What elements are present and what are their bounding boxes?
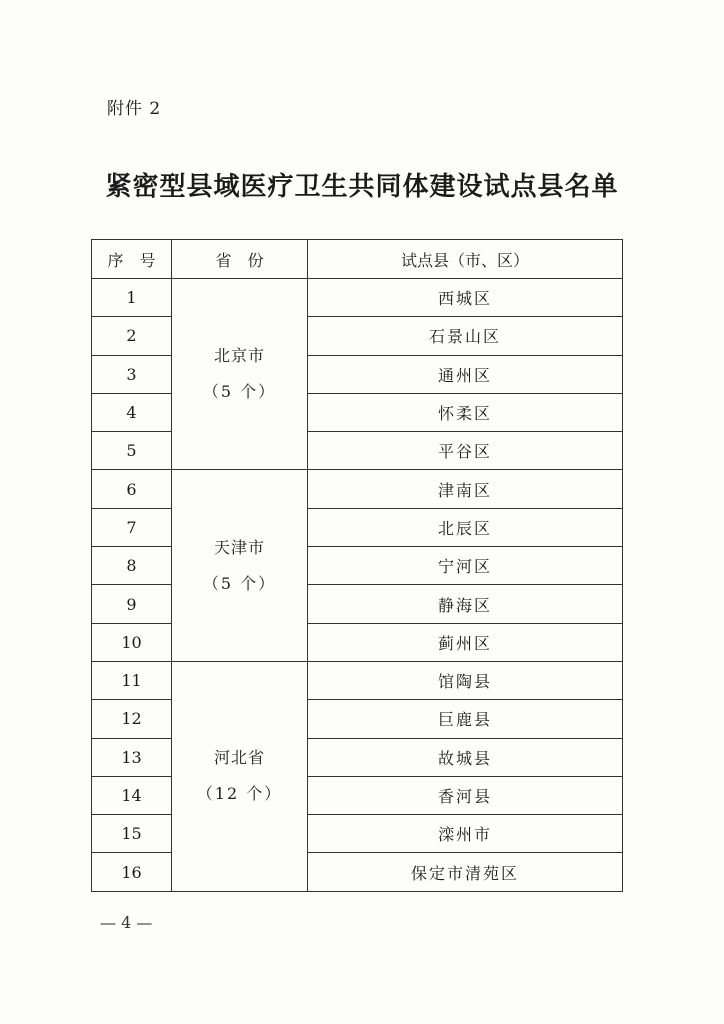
table-row [92, 853, 623, 891]
header-seq: 序 号 [92, 240, 172, 279]
row-county: 故城县 [308, 738, 623, 776]
row-seq: 1 [92, 279, 172, 317]
header-province: 省 份 [172, 240, 308, 279]
row-county: 通州区 [308, 355, 623, 393]
table-row [92, 776, 623, 814]
row-seq: 8 [92, 547, 172, 585]
table-row [92, 700, 623, 738]
table-row [92, 623, 623, 661]
pilot-county-table [91, 239, 623, 892]
province-cell [172, 661, 308, 891]
table-row [92, 585, 623, 623]
province-name: 天津市 [213, 537, 265, 557]
row-county: 馆陶县 [308, 661, 623, 699]
row-county: 保定市清苑区 [308, 853, 623, 891]
province-count: （5 个） [202, 573, 277, 593]
province-count: （12 个） [196, 784, 283, 804]
province-cell [172, 470, 308, 661]
table-row [92, 661, 623, 699]
province-count: （5 个） [202, 382, 277, 402]
row-seq: 9 [92, 585, 172, 623]
row-county: 北辰区 [308, 508, 623, 546]
row-county: 滦州市 [308, 815, 623, 853]
row-seq: 11 [92, 661, 172, 699]
page-number: — 4 — [100, 913, 153, 932]
province-name: 北京市 [213, 346, 265, 366]
province-name: 河北省 [213, 748, 265, 768]
table-row [92, 815, 623, 853]
row-county: 怀柔区 [308, 393, 623, 431]
table-row [92, 508, 623, 546]
row-seq: 3 [92, 355, 172, 393]
row-county: 津南区 [308, 470, 623, 508]
table-row [92, 393, 623, 431]
table-row [92, 317, 623, 355]
table-header-row [92, 240, 623, 279]
row-seq: 7 [92, 508, 172, 546]
row-seq: 16 [92, 853, 172, 891]
document-title: 紧密型县域医疗卫生共同体建设试点县名单 [105, 172, 619, 202]
row-county: 宁河区 [308, 547, 623, 585]
row-seq: 2 [92, 317, 172, 355]
header-county: 试点县（市、区） [308, 240, 623, 279]
row-county: 蓟州区 [308, 623, 623, 661]
row-seq: 14 [92, 776, 172, 814]
row-seq: 15 [92, 815, 172, 853]
row-seq: 6 [92, 470, 172, 508]
row-seq: 12 [92, 700, 172, 738]
row-seq: 13 [92, 738, 172, 776]
table-row [92, 547, 623, 585]
row-seq: 4 [92, 393, 172, 431]
table-row [92, 738, 623, 776]
table-row [92, 355, 623, 393]
province-cell [172, 279, 308, 470]
row-county: 巨鹿县 [308, 700, 623, 738]
row-county: 石景山区 [308, 317, 623, 355]
row-county: 香河县 [308, 776, 623, 814]
table-row [92, 470, 623, 508]
row-county: 西城区 [308, 279, 623, 317]
table-row [92, 279, 623, 317]
row-seq: 10 [92, 623, 172, 661]
table-row [92, 432, 623, 470]
row-seq: 5 [92, 432, 172, 470]
row-county: 平谷区 [308, 432, 623, 470]
attachment-label: 附件 2 [107, 99, 162, 119]
row-county: 静海区 [308, 585, 623, 623]
